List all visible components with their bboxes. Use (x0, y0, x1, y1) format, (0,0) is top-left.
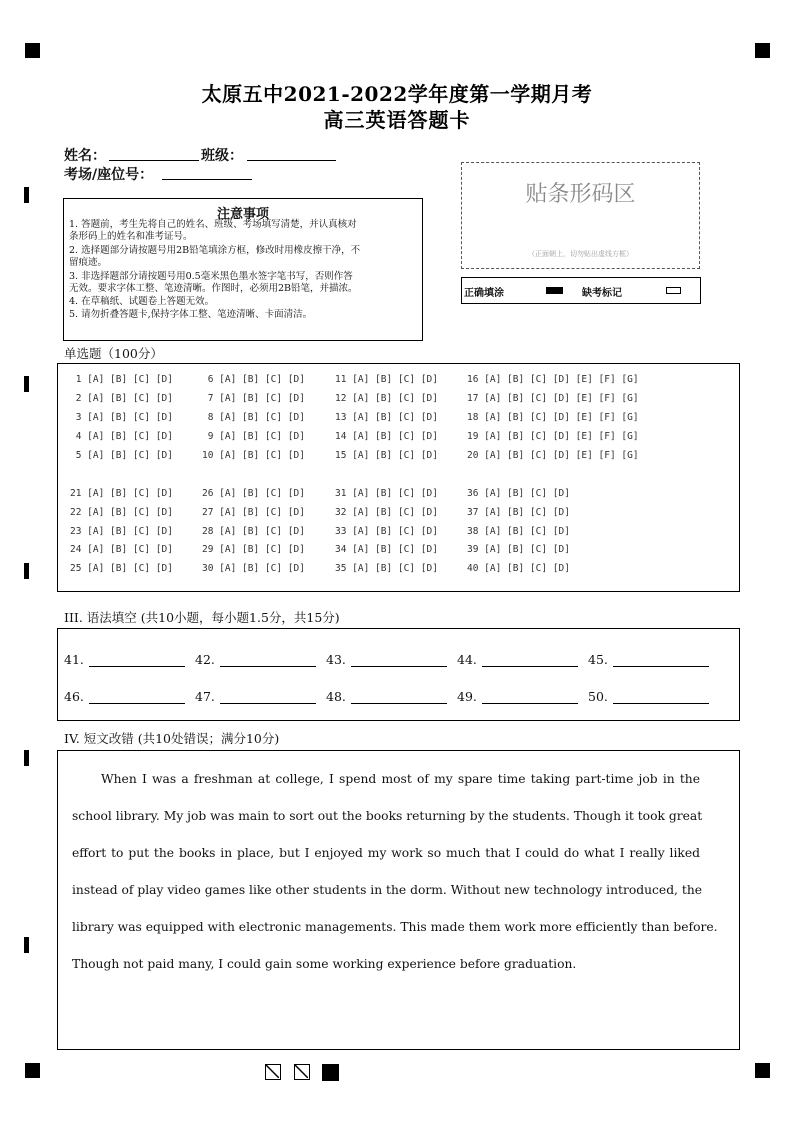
choice-row[interactable]: 33 [A] [B] [C] [D] (335, 526, 438, 537)
blank-number: 46. (64, 689, 84, 704)
page-mark-filled-box (322, 1064, 339, 1081)
name-field[interactable] (109, 160, 199, 161)
choice-row[interactable]: 5 [A] [B] [C] [D] (70, 450, 173, 461)
barcode-note: （正面朝上，切勿贴出虚线方框） (528, 250, 633, 258)
room-seat-label: 考场/座位号： (64, 167, 154, 183)
choice-row[interactable]: 40 [A] [B] [C] [D] (467, 563, 570, 574)
fill-legend (461, 277, 701, 304)
notice-line: 5. 请勿折叠答题卡,保持字体工整、笔迹清晰、卡面清洁。 (69, 309, 313, 320)
correction-box (57, 750, 740, 1050)
choice-row[interactable]: 13 [A] [B] [C] [D] (335, 412, 438, 423)
choice-row[interactable]: 38 [A] [B] [C] [D] (467, 526, 570, 537)
choice-row[interactable]: 7 [A] [B] [C] [D] (202, 393, 305, 404)
absent-mark-label: 缺考标记 (582, 288, 622, 299)
choice-row[interactable]: 22 [A] [B] [C] [D] (70, 507, 173, 518)
answer-line[interactable] (89, 666, 185, 667)
corner-mark-bottom-right (755, 1063, 770, 1078)
choice-row[interactable]: 35 [A] [B] [C] [D] (335, 563, 438, 574)
page-mark-crossed-box (294, 1064, 310, 1080)
blank-number: 47. (195, 689, 215, 704)
choice-row[interactable]: 30 [A] [B] [C] [D] (202, 563, 305, 574)
choice-row[interactable]: 34 [A] [B] [C] [D] (335, 544, 438, 555)
notice-line: 3. 非选择题部分请按题号用0.5毫米黑色墨水签字笔书写，否则作答 (69, 271, 353, 282)
choice-row[interactable]: 28 [A] [B] [C] [D] (202, 526, 305, 537)
page-subtitle: 高三英语答题卡 (323, 108, 471, 132)
choice-row[interactable]: 16 [A] [B] [C] [D] [E] [F] [G] (467, 374, 639, 385)
blank-number: 45. (588, 652, 608, 667)
choice-row[interactable]: 11 [A] [B] [C] [D] (335, 374, 438, 385)
choice-row[interactable]: 36 [A] [B] [C] [D] (467, 488, 570, 499)
notice-line: 4. 在草稿纸、试题卷上答题无效。 (69, 296, 215, 307)
choice-row[interactable]: 20 [A] [B] [C] [D] [E] [F] [G] (467, 450, 639, 461)
notice-line: 2. 选择题部分请按题号用2B铅笔填涂方框，修改时用橡皮擦干净，不 (69, 245, 361, 256)
notice-line: 留痕迹。 (69, 257, 108, 268)
answer-line[interactable] (89, 703, 185, 704)
answer-line[interactable] (613, 666, 709, 667)
blank-number: 49. (457, 689, 477, 704)
page-title: 太原五中2021-2022学年度第一学期月考 (201, 82, 593, 106)
choice-row[interactable]: 12 [A] [B] [C] [D] (335, 393, 438, 404)
blank-number: 44. (457, 652, 477, 667)
choice-row[interactable]: 31 [A] [B] [C] [D] (335, 488, 438, 499)
choice-row[interactable]: 23 [A] [B] [C] [D] (70, 526, 173, 537)
choice-row[interactable]: 8 [A] [B] [C] [D] (202, 412, 305, 423)
choice-row[interactable]: 15 [A] [B] [C] [D] (335, 450, 438, 461)
choice-row[interactable]: 9 [A] [B] [C] [D] (202, 431, 305, 442)
answer-line[interactable] (351, 703, 447, 704)
choice-row[interactable]: 6 [A] [B] [C] [D] (202, 374, 305, 385)
essay-line: When I was a freshman at college, I spend most of my spare time taking part-time job in the (101, 772, 700, 786)
blank-number: 50. (588, 689, 608, 704)
choice-row[interactable]: 3 [A] [B] [C] [D] (70, 412, 173, 423)
choice-row[interactable]: 27 [A] [B] [C] [D] (202, 507, 305, 518)
choice-row[interactable]: 18 [A] [B] [C] [D] [E] [F] [G] (467, 412, 639, 423)
choice-row[interactable]: 4 [A] [B] [C] [D] (70, 431, 173, 442)
corner-mark-top-right (755, 43, 770, 58)
essay-line: school library. My job was main to sort out the books returning by the students. Though it took great (72, 809, 703, 823)
choice-row[interactable]: 29 [A] [B] [C] [D] (202, 544, 305, 555)
side-mark (24, 750, 29, 766)
choice-row[interactable]: 25 [A] [B] [C] [D] (70, 563, 173, 574)
blank-number: 43. (326, 652, 346, 667)
class-field[interactable] (247, 160, 336, 161)
blank-number: 41. (64, 652, 84, 667)
choice-row[interactable]: 32 [A] [B] [C] [D] (335, 507, 438, 518)
blank-number: 42. (195, 652, 215, 667)
answer-line[interactable] (220, 703, 316, 704)
notice-line: 无效。要求字体工整、笔迹清晰。作图时，必须用2B铅笔，并描浓。 (69, 283, 358, 294)
answer-line[interactable] (351, 666, 447, 667)
page-mark-crossed-box (265, 1064, 281, 1080)
choice-row[interactable]: 26 [A] [B] [C] [D] (202, 488, 305, 499)
essay-line: Though not paid many, I could gain some working experience before graduation. (72, 957, 577, 971)
choice-row[interactable]: 21 [A] [B] [C] [D] (70, 488, 173, 499)
choice-row[interactable]: 10 [A] [B] [C] [D] (202, 450, 305, 461)
choice-row[interactable]: 19 [A] [B] [C] [D] [E] [F] [G] (467, 431, 639, 442)
answer-line[interactable] (613, 703, 709, 704)
barcode-title: 贴条形码区 (525, 182, 636, 207)
corner-mark-top-left (25, 43, 40, 58)
single-choice-title: 单选题（100分） (64, 346, 163, 361)
answer-line[interactable] (220, 666, 316, 667)
correction-title: IV. 短文改错 (共10处错误；满分10分) (64, 731, 280, 746)
corner-mark-bottom-left (25, 1063, 40, 1078)
correct-fill-sample (546, 287, 563, 294)
room-seat-field[interactable] (162, 179, 252, 180)
class-label: 班级： (201, 148, 243, 164)
grammar-title: III. 语法填空 (共10小题，每小题1.5分，共15分) (64, 610, 340, 625)
notice-box (63, 198, 423, 341)
essay-line: library was equipped with electronic managements. This made them work more efficiently than before. (72, 920, 718, 934)
essay-line: instead of play video games like other students in the dorm. Without new technology introduced, the (72, 883, 703, 897)
side-mark (24, 187, 29, 203)
barcode-area (461, 162, 700, 269)
choice-row[interactable]: 1 [A] [B] [C] [D] (70, 374, 173, 385)
notice-line: 1. 答题前，考生先将自己的姓名、班级、考场填写清楚，并认真核对 (69, 219, 357, 230)
choice-row[interactable]: 2 [A] [B] [C] [D] (70, 393, 173, 404)
choice-row[interactable]: 24 [A] [B] [C] [D] (70, 544, 173, 555)
answer-line[interactable] (482, 703, 578, 704)
essay-line: effort to put the books in place, but I enjoyed my work so much that I could do what I really liked (72, 846, 700, 860)
name-label: 姓名： (64, 148, 106, 164)
side-mark (24, 376, 29, 392)
choice-row[interactable]: 39 [A] [B] [C] [D] (467, 544, 570, 555)
answer-line[interactable] (482, 666, 578, 667)
notice-title: 注意事项 (216, 207, 269, 222)
side-mark (24, 563, 29, 579)
notice-line: 条形码上的姓名和准考证号。 (69, 231, 193, 242)
choice-row[interactable]: 14 [A] [B] [C] [D] (335, 431, 438, 442)
absent-mark-box[interactable] (666, 287, 681, 294)
side-mark (24, 937, 29, 953)
blank-number: 48. (326, 689, 346, 704)
choice-row[interactable]: 37 [A] [B] [C] [D] (467, 507, 570, 518)
grammar-box (57, 628, 740, 721)
correct-fill-label: 正确填涂 (464, 288, 504, 299)
choice-row[interactable]: 17 [A] [B] [C] [D] [E] [F] [G] (467, 393, 639, 404)
